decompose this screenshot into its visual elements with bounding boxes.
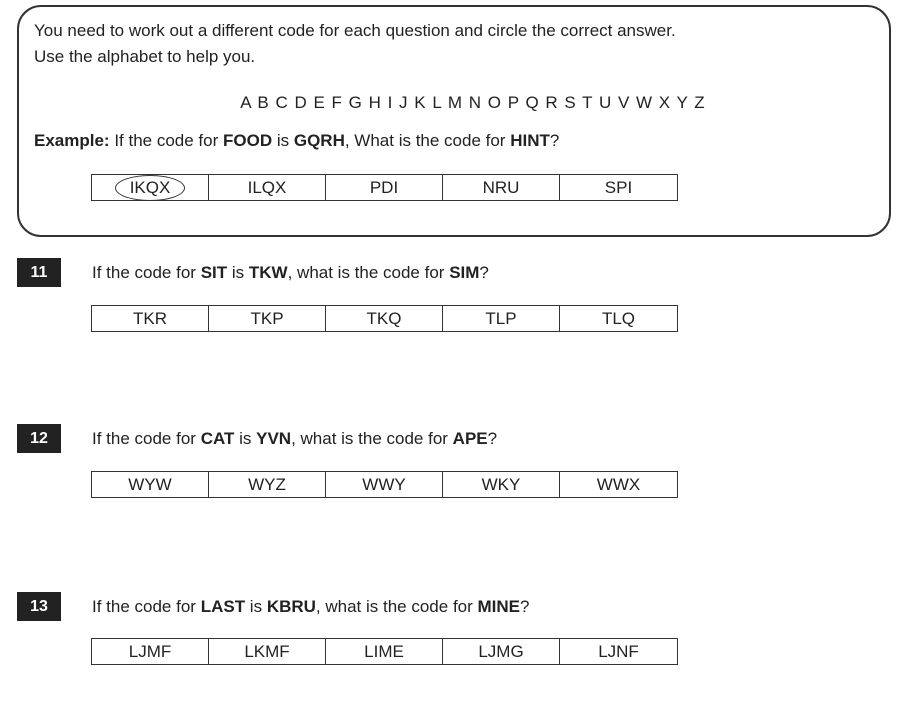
question-code: TKW (248, 263, 288, 282)
question-text: is (234, 429, 257, 448)
answer-option[interactable]: LIME (326, 639, 443, 664)
answer-option[interactable]: WWX (596, 474, 641, 494)
question-word: LAST (200, 597, 246, 616)
question-text: ? (487, 429, 498, 448)
question-11-text (92, 263, 489, 283)
answer-option[interactable]: WWY (326, 472, 443, 497)
example-answer-option[interactable] (326, 175, 443, 200)
question-12-answer-options (91, 471, 678, 498)
question-number-13: 13 (17, 592, 61, 621)
question-text: , what is the code for (287, 263, 450, 282)
example-answer-option[interactable] (92, 175, 209, 200)
question-text: If the code for (92, 263, 201, 282)
example-box (17, 5, 891, 237)
option-text: NRU (482, 177, 520, 197)
question-11-answer-options (91, 305, 678, 332)
question-number-12: 12 (17, 424, 61, 453)
answer-option[interactable]: WYZ (209, 472, 326, 497)
answer-option[interactable]: TKP (209, 306, 326, 331)
option-text: IKQX (129, 177, 171, 197)
example-text: , What is the code for (344, 131, 511, 150)
question-text: ? (479, 263, 489, 282)
question-text: If the code for (92, 429, 201, 448)
option-text: ILQX (247, 177, 287, 197)
answer-option[interactable]: TKR (92, 306, 209, 331)
answer-option[interactable]: TKQ (326, 306, 443, 331)
question-target: MINE (477, 597, 521, 616)
answer-option[interactable]: LJMG (443, 639, 560, 664)
instructions-line-2: Use the alphabet to help you. (34, 47, 256, 66)
question-text: , what is the code for (291, 429, 453, 448)
example-answer-option[interactable] (209, 175, 326, 200)
answer-option[interactable]: TLQ (601, 308, 636, 328)
answer-option[interactable]: WKY (443, 472, 560, 497)
question-12-text (92, 429, 497, 449)
answer-option[interactable]: TLP (443, 306, 560, 331)
question-code: YVN (256, 429, 292, 448)
example-text: If the code for (109, 131, 223, 150)
example-label: Example: (34, 131, 110, 150)
answer-option[interactable]: LJNF (598, 641, 639, 661)
question-target: APE (452, 429, 488, 448)
question-text: is (245, 597, 267, 616)
option-text: SPI (604, 177, 633, 197)
instructions-line-1: You need to work out a different code for each question and circle the correct answer. (34, 21, 676, 40)
example-answer-option[interactable] (443, 175, 560, 200)
question-text: is (227, 263, 249, 282)
question-13-answer-options (91, 638, 678, 665)
answer-circle (115, 175, 185, 201)
example-text: ? (549, 131, 560, 150)
question-text: ? (520, 597, 530, 616)
question-code: KBRU (266, 597, 316, 616)
question-target: SIM (449, 263, 480, 282)
example-word: FOOD (223, 131, 273, 150)
alphabet-reference: A B C D E F G H I J K L M N O P Q R S T U V W X Y Z (240, 93, 706, 112)
question-text: , what is the code for (315, 597, 478, 616)
example-code: GQRH (293, 131, 345, 150)
example-answer-option[interactable] (560, 175, 677, 200)
answer-option[interactable]: LKMF (209, 639, 326, 664)
example-target: HINT (510, 131, 550, 150)
example-answer-options (91, 174, 678, 201)
question-text: If the code for (92, 597, 201, 616)
answer-option[interactable]: WYW (92, 472, 209, 497)
instructions (34, 18, 676, 70)
example-question (34, 131, 559, 151)
question-number-11: 11 (17, 258, 61, 287)
answer-option[interactable]: LJMF (92, 639, 209, 664)
example-text: is (272, 131, 294, 150)
option-text: PDI (369, 177, 399, 197)
question-word: SIT (200, 263, 228, 282)
question-word: CAT (200, 429, 235, 448)
question-13-text (92, 597, 529, 617)
